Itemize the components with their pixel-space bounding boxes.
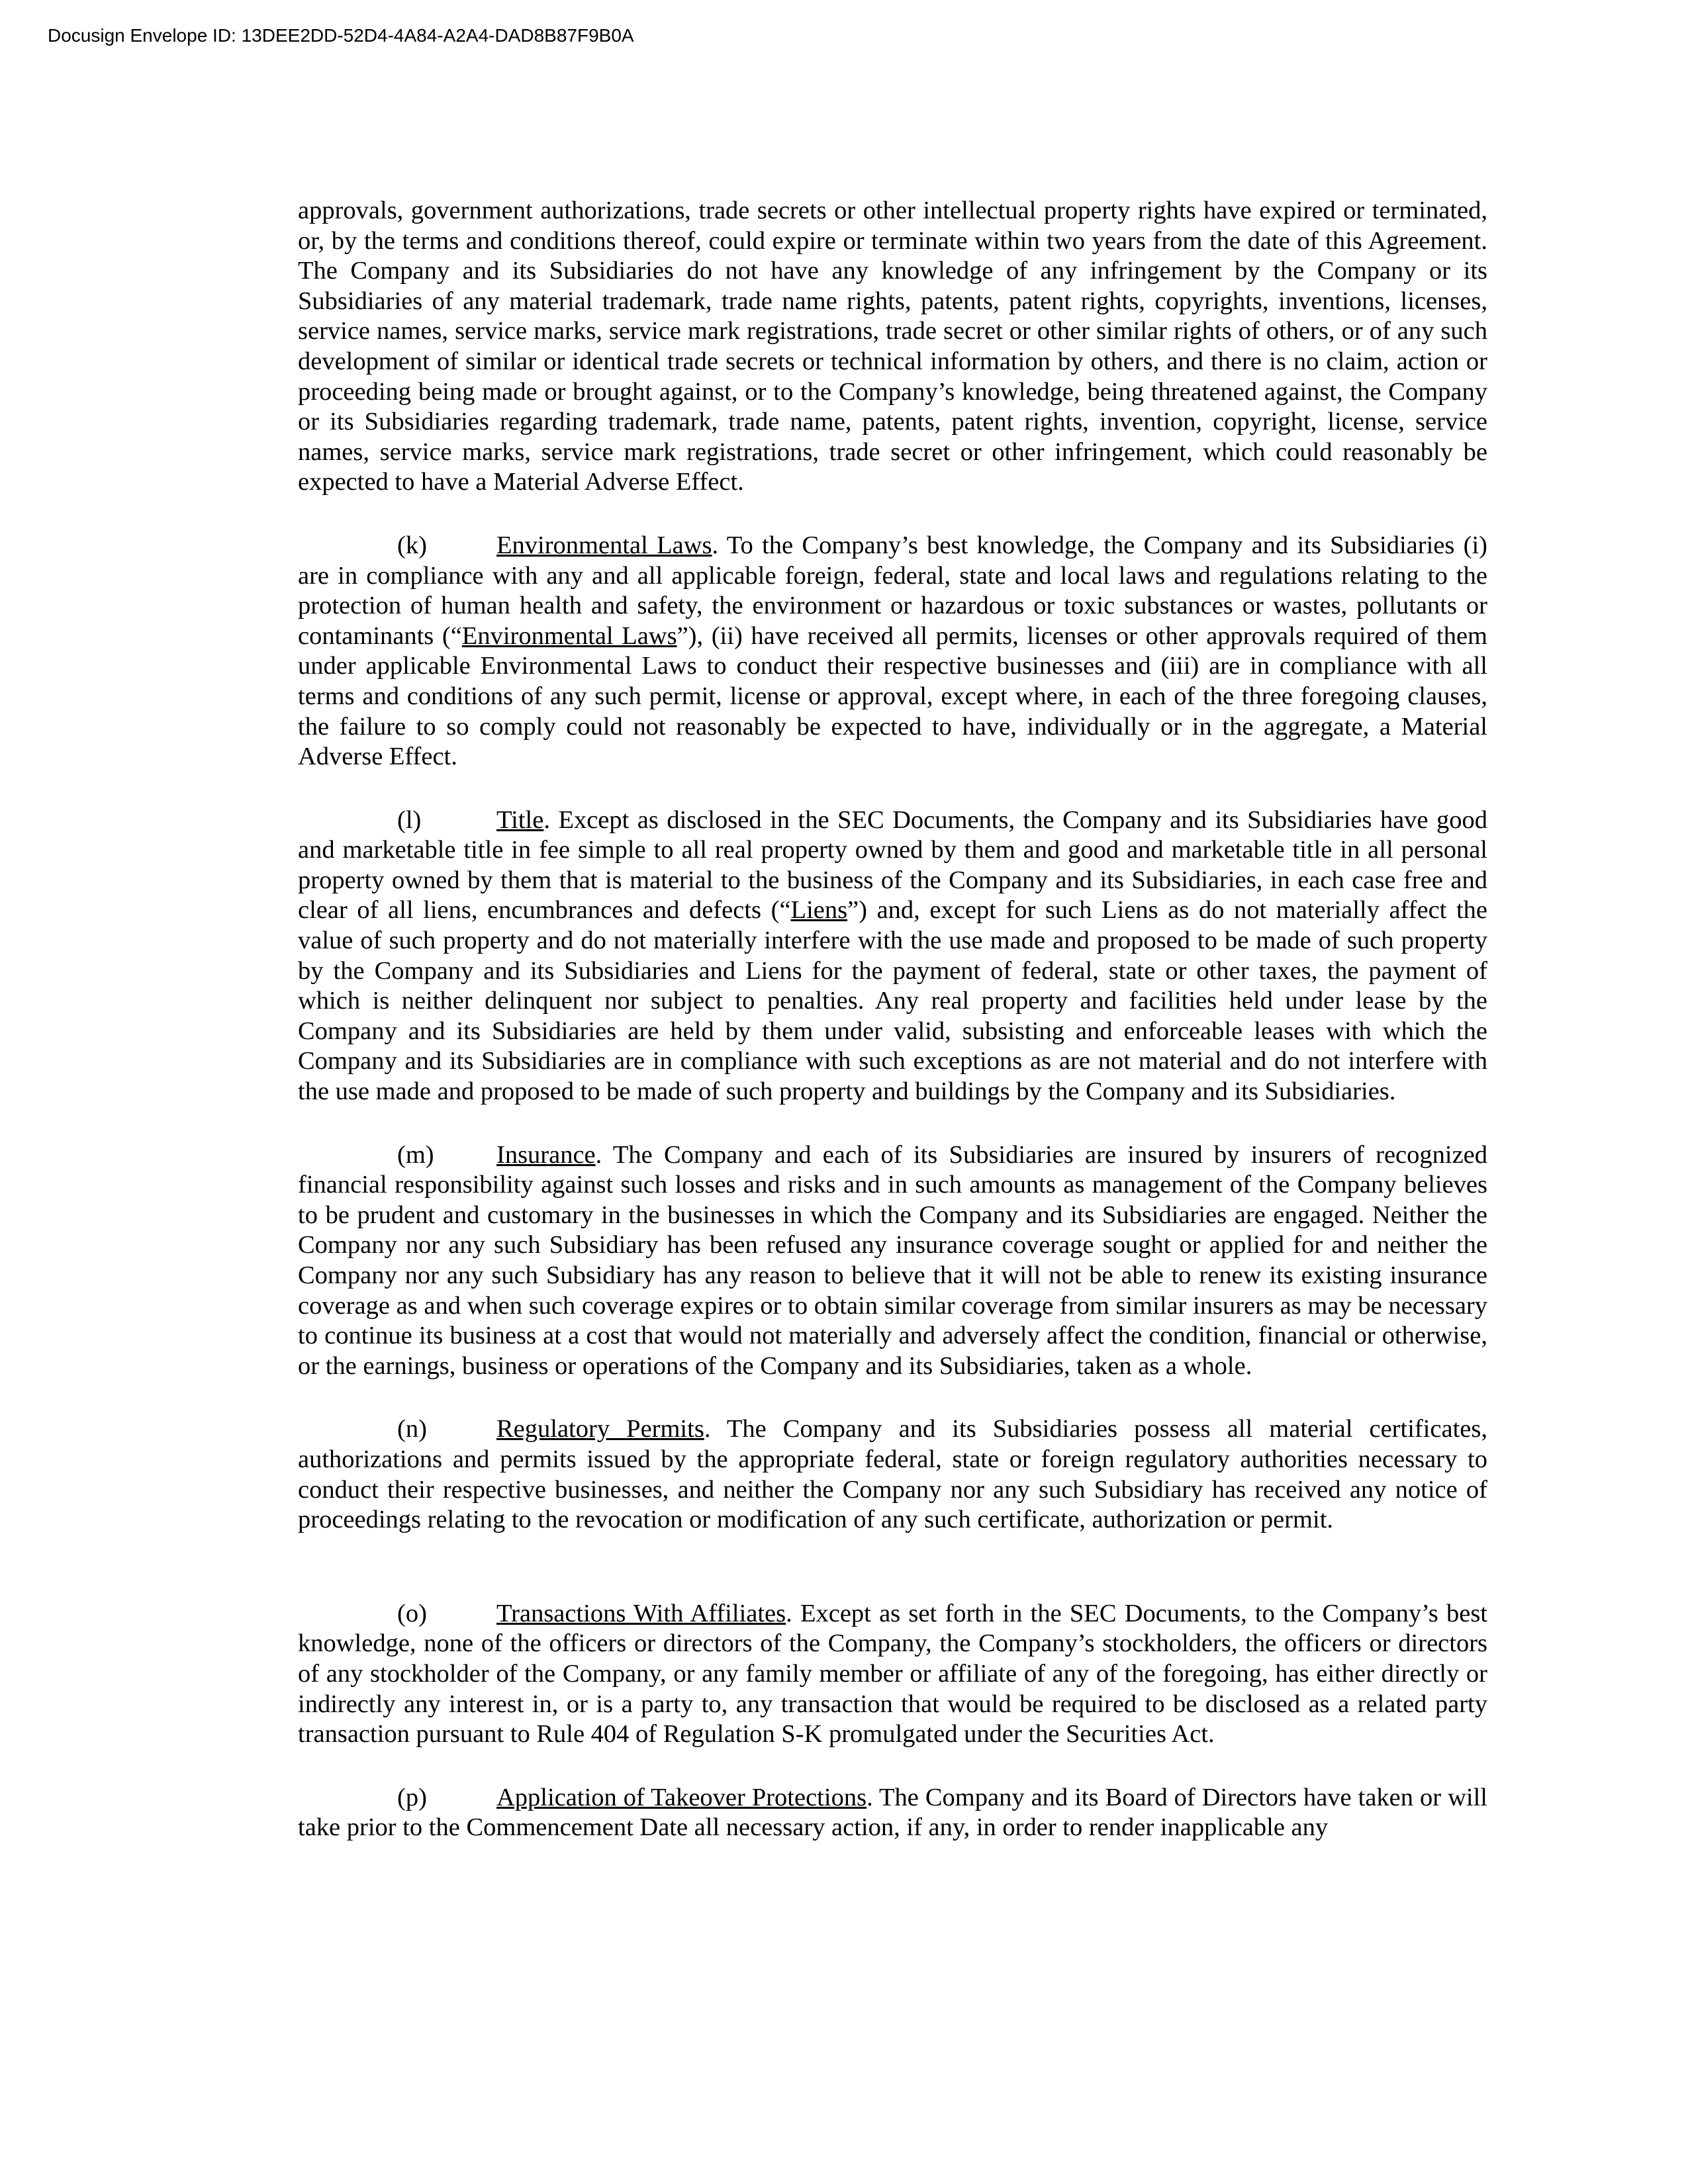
- section-heading: Environmental Laws: [496, 531, 712, 559]
- section-number: (l): [397, 805, 422, 834]
- defined-term: Liens: [790, 896, 848, 925]
- docusign-envelope-id: Docusign Envelope ID: 13DEE2DD-52D4-4A84-A2A4-DAD8B87F9B0A: [48, 25, 634, 46]
- defined-term: Environmental Laws: [461, 621, 677, 650]
- section-heading: Application of Takeover Protections: [496, 1783, 867, 1811]
- section-number: (o): [397, 1599, 427, 1627]
- paragraph-o-transactions-with-affiliates: (o) Transactions With Affiliates. Except as set forth in the SEC Documents, to the Company’s best knowledge, none of the officers or directors of the Company, the Company’s stockholders, the officers or directors of any stockholder of the Company, or any family member or affiliate of any of the foregoing, has either directly or indirectly any interest in, or is a party to, any transaction that would be required to be disclosed as a related party transaction pursuant to Rule 404 of Regulation S-K promulgated under the Securities Act.: [298, 1599, 1487, 1749]
- section-number: (n): [397, 1415, 427, 1443]
- paragraph-k-environmental-laws: (k) Environmental Laws. To the Company’s best knowledge, the Company and its Subsidiaries (i) are in compliance with any and all applicable foreign, federal, state and local laws and regulations relating to the protection of human health and safety, the environment or hazardous or toxic substances or wastes, pollutants or contaminants (“Environmental Laws”), (ii) have received all permits, licenses or other approvals required of them under applicable Environmental Laws to conduct their respective businesses and (iii) are in compliance with all terms and conditions of any such permit, license or approval, except where, in each of the three foregoing clauses, the failure to so comply could not reasonably be expected to have, individually or in the aggregate, a Material Adverse Effect.: [298, 531, 1487, 771]
- section-heading: Transactions With Affiliates: [496, 1599, 786, 1627]
- section-heading: Title: [496, 805, 544, 834]
- paragraph-p-takeover-protections: (p) Application of Takeover Protections. The Company and its Board of Directors have taken or will take prior to the Commencement Date all necessary action, if any, in order to render inapplicable any: [298, 1783, 1487, 1842]
- paragraph-l-title: (l) Title. Except as disclosed in the SEC Documents, the Company and its Subsidiaries have good and marketable title in fee simple to all real property owned by them and good and marketable title in all personal property owned by them that is material to the business of the Company and its Subsidiaries, in each case free and clear of all liens, encumbrances and defects (“Liens”) and, except for such Liens as do not materially affect the value of such property and do not materially interfere with the use made and proposed to be made of such property by the Company and its Subsidiaries and Liens for the payment of federal, state or other taxes, the payment of which is neither delinquent nor subject to penalties. Any real property and facilities held under lease by the Company and its Subsidiaries are held by them under valid, subsisting and enforceable leases with which the Company and its Subsidiaries are in compliance with such exceptions as are not material and do not interfere with the use made and proposed to be made of such property and buildings by the Company and its Subsidiaries.: [298, 805, 1488, 1106]
- section-heading: Insurance: [496, 1140, 596, 1169]
- section-heading: Regulatory Permits: [496, 1415, 704, 1443]
- section-number: (k): [397, 531, 427, 559]
- document-body: [298, 196, 1487, 1843]
- section-number: (p): [397, 1783, 427, 1811]
- paragraph-n-regulatory-permits: (n) Regulatory Permits. The Company and its Subsidiaries possess all material certificates, authorizations and permits issued by the appropriate federal, state or foreign regulatory authorities necessary to conduct their respective businesses, and neither the Company nor any such Subsidiary has received any notice of proceedings relating to the revocation or modification of any such certificate, authorization or permit.: [298, 1415, 1487, 1534]
- section-number: (m): [397, 1140, 434, 1169]
- paragraph-m-insurance: (m) Insurance. The Company and each of its Subsidiaries are insured by insurers of recognized financial responsibility against such losses and risks and in such amounts as management of the Company believes to be prudent and customary in the businesses in which the Company and its Subsidiaries are engaged. Neither the Company nor any such Subsidiary has been refused any insurance coverage sought or applied for and neither the Company nor any such Subsidiary has any reason to believe that it will not be able to renew its existing insurance coverage as and when such coverage expires or to obtain similar coverage from similar insurers as may be necessary to continue its business at a cost that would not materially and adversely affect the condition, financial or otherwise, or the earnings, business or operations of the Company and its Subsidiaries, taken as a whole.: [298, 1140, 1487, 1380]
- paragraph-j-continued: approvals, government authorizations, trade secrets or other intellectual property rights have expired or terminated, or, by the terms and conditions thereof, could expire or terminate within two years from the date of this Agreement. The Company and its Subsidiaries do not have any knowledge of any infringement by the Company or its Subsidiaries of any material trademark, trade name rights, patents, patent rights, copyrights, inventions, licenses, service names, service marks, service mark registrations, trade secret or other similar rights of others, or of any such development of similar or identical trade secrets or technical information by others, and there is no claim, action or proceeding being made or brought against, or to the Company’s knowledge, being threatened against, the Company or its Subsidiaries regarding trademark, trade name, patents, patent rights, invention, copyright, license, service names, service marks, service mark registrations, trade secret or other infringement, which could reasonably be expected to have a Material Adverse Effect.: [298, 197, 1487, 496]
